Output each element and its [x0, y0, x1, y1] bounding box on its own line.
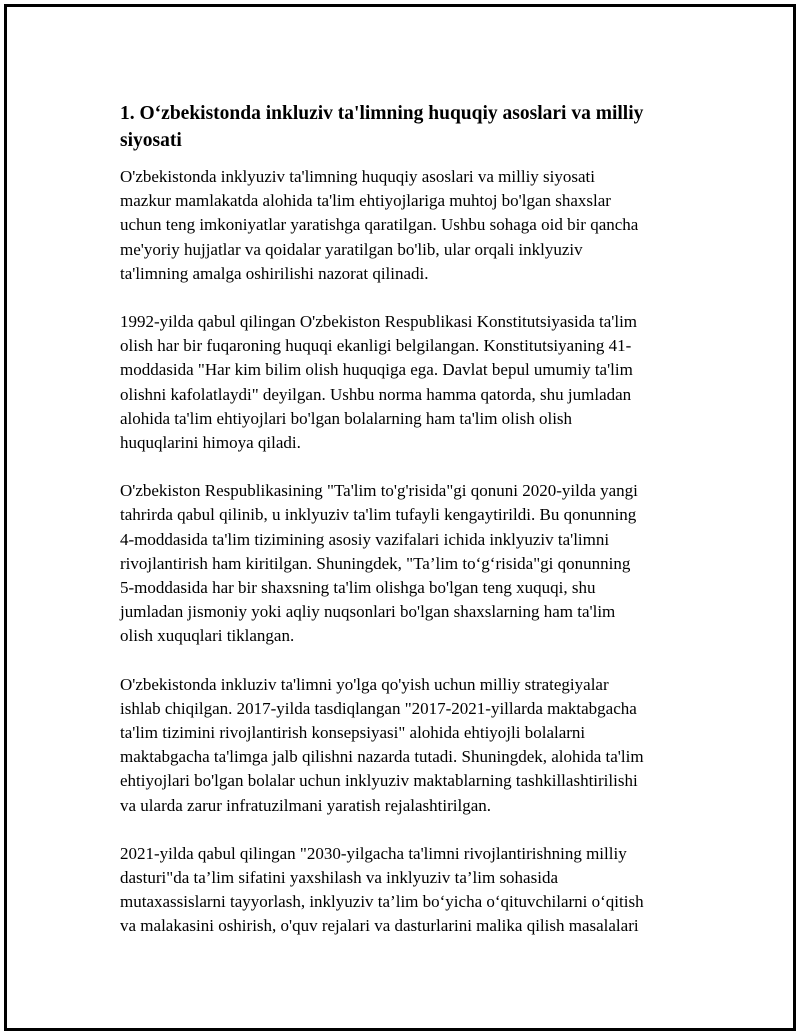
section-heading: 1. O‘zbekistonda inkluziv ta'limning huquqiy asoslari va milliy siyosati — [120, 103, 644, 151]
paragraph-national-program: 2021-yilda qabul qilingan "2030-yilgacha ta'limni rivojlantirishning milliy dasturi"da ta’lim sifatini yaxshilash va inklyuziv ta’lim sohasida mutaxassislarni tayyorlash, inklyuziv ta’lim bo‘yicha o‘qituvchilarni o‘qitish va malakasini oshirish, o'quv rejalari va dasturlarini malika qilish masalalari — [120, 843, 644, 936]
document-body — [120, 100, 690, 963]
page-frame — [4, 4, 796, 1031]
paragraph-constitution: 1992-yilda qabul qilingan O'zbekiston Respublikasi Konstitutsiyasida ta'lim olish har bir fuqaroning huquqi ekanligi belgilangan. Konstitutsiyaning 41- moddasida "Har kim bilim olish huquqiga ega. Davlat bepul umumiy ta'lim olishni kafolatlaydi" deyilgan. Ushbu norma hamma qatorda, shu jumladan alohida ta'lim ehtiyojlari bo'lgan bolalarning ham ta'lim olish olish huquqlarini himoya qiladi. — [120, 312, 638, 453]
paragraph-intro: O'zbekistonda inklyuziv ta'limning huquqiy asoslari va milliy siyosati mazkur mamlakatda alohida ta'lim ehtiyojlariga muhtoj bo'lgan shaxslar uchun teng imkoniyatlar yaratishga qaratilgan. Ushbu sohaga oid bir qancha me'yoriy hujjatlar va qoidalar yaratilgan bo'lib, ular orqali inklyuziv ta'limning amalga oshirilishi nazorat qilinadi. — [120, 167, 639, 283]
paragraph-national-strategy: O'zbekistonda inkluziv ta'limni yo'lga qo'yish uchun milliy strategiyalar ishlab chiqilgan. 2017-yilda tasdiqlangan "2017-2021-yillarda maktabgacha ta'lim tizimini rivojlantirish konsepsiyasi" alohida ehtiyojli bolalarni maktabgacha ta'limga jalb qilishni nazarda tutadi. Shuningdek, alohida ta'lim ehtiyojlari bo'lgan bolalar uchun inklyuziv maktablarning tashkillashtirilishi va ularda zarur infratuzilmani yaratish rejalashtirilgan. — [120, 674, 644, 815]
paragraph-education-law: O'zbekiston Respublikasining "Ta'lim to'g'risida"gi qonuni 2020-yilda yangi tahrirda qabul qilinib, u inklyuziv ta'lim tufayli kengaytirildi. Bu qonunning 4-moddasida ta'lim tizimining asosiy vazifalari ichida inklyuziv ta'limni rivojlantirish ham kiritilgan. Shuningdek, "Ta’lim to‘g‘risida"gi qonunning 5-moddasida har bir shaxsning ta'lim olishga bo'lgan teng xuquqi, shu jumladan jismoniy yoki aqliy nuqsonlari bo'lgan shaxslarning ham ta'lim olish xuquqlari tiklangan. — [120, 481, 638, 646]
